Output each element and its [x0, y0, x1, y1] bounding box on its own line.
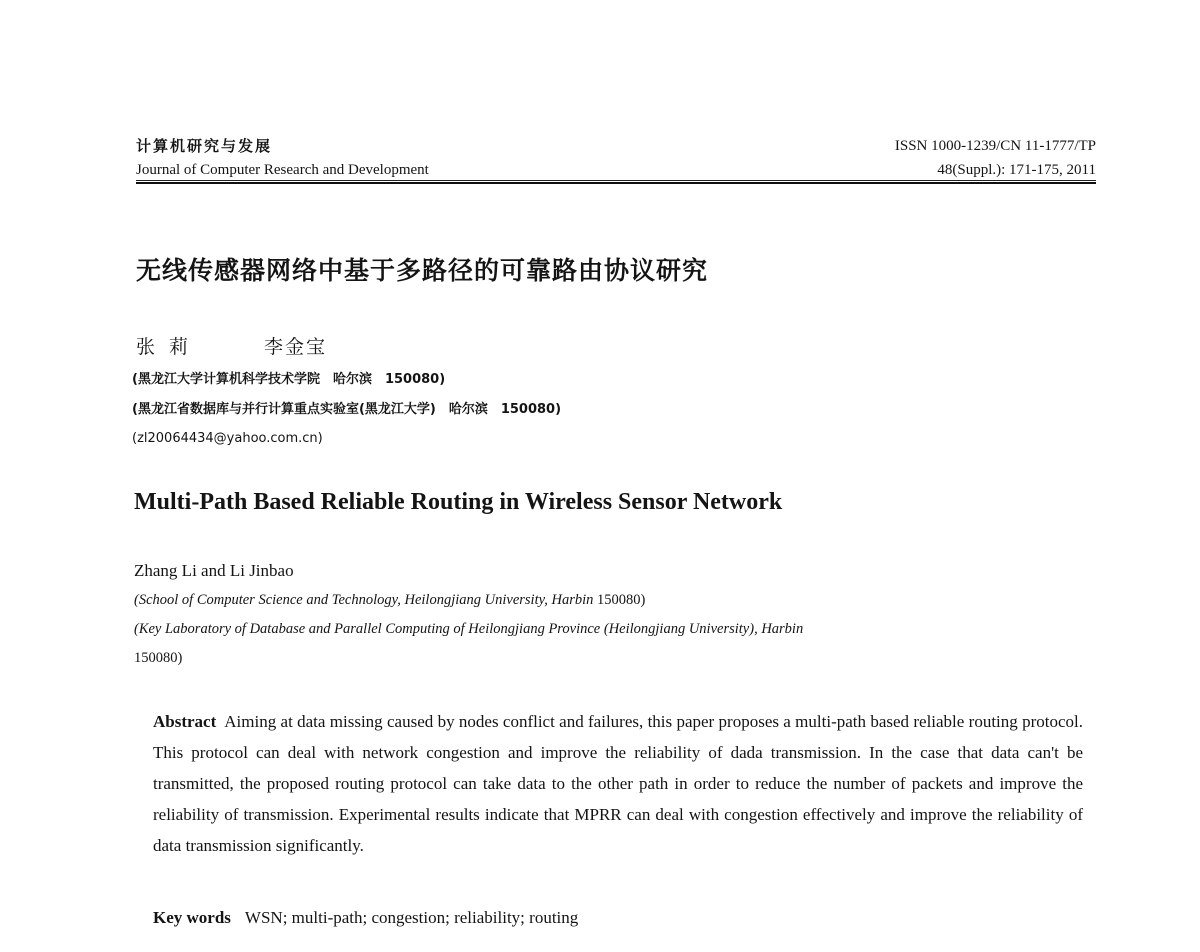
author-email: (zl20064434@yahoo.com.cn): [132, 431, 323, 446]
header-rule-thick: [136, 182, 1096, 184]
affiliation-en-2-text: (Key Laboratory of Database and Parallel Computing of Heilongjiang Province (Heilongjiang University), Harbin: [134, 621, 804, 637]
affiliation-cn-1: (黑龙江大学计算机科学技术学院 哈尔滨 150080): [132, 372, 446, 387]
affiliation-en-1: [134, 590, 645, 610]
author-cn-1: 张莉: [136, 336, 203, 358]
author-cn-2: 李金宝: [264, 336, 328, 358]
header-rule-thin: [136, 180, 1096, 181]
journal-name-en: Journal of Computer Research and Development: [136, 162, 429, 178]
keywords: [153, 906, 578, 930]
affiliation-en-1-text: (School of Computer Science and Technology, Heilongjiang University, Harbin: [134, 592, 594, 608]
affiliation-en-2: [134, 619, 1106, 639]
title-en: Multi-Path Based Reliable Routing in Wireless Sensor Network: [134, 489, 783, 515]
journal-name-cn: 计算机研究与发展: [136, 137, 273, 155]
authors-cn: [136, 334, 327, 360]
title-cn: 无线传感器网络中基于多路径的可靠路由协议研究: [136, 256, 709, 285]
journal-header-left: [136, 136, 429, 180]
abstract-label: Abstract: [153, 712, 217, 731]
authors-en: Zhang Li and Li Jinbao: [134, 561, 294, 580]
abstract: [153, 706, 1083, 861]
keywords-text: WSN; multi-path; congestion; reliability; routing: [244, 908, 579, 927]
abstract-text: Aiming at data missing caused by nodes conflict and failures, this paper proposes a multi-path based reliable routing protocol. This protocol can deal with network congestion and improve the reliability of dada transmission. In the case that data can't be transmitted, the proposed routing protocol can take data to the other path in order to reduce the number of packets and improve the reliability of transmission. Experimental results indicate that MPRR can deal with congestion effectively and improve the reliability of data transmission significantly.: [153, 712, 1083, 855]
journal-header-right: [895, 136, 1096, 180]
volume-pages: 48(Suppl.): 171-175, 2011: [937, 162, 1096, 178]
affiliation-cn-2: (黑龙江省数据库与并行计算重点实验室(黑龙江大学) 哈尔滨 150080): [132, 402, 562, 417]
affiliation-en-2-code: 150080): [134, 650, 183, 666]
affiliation-en-1-code: 150080): [593, 592, 646, 608]
keywords-label: Key words: [153, 908, 231, 927]
issn: ISSN 1000-1239/CN 11-1777/TP: [894, 138, 1096, 154]
